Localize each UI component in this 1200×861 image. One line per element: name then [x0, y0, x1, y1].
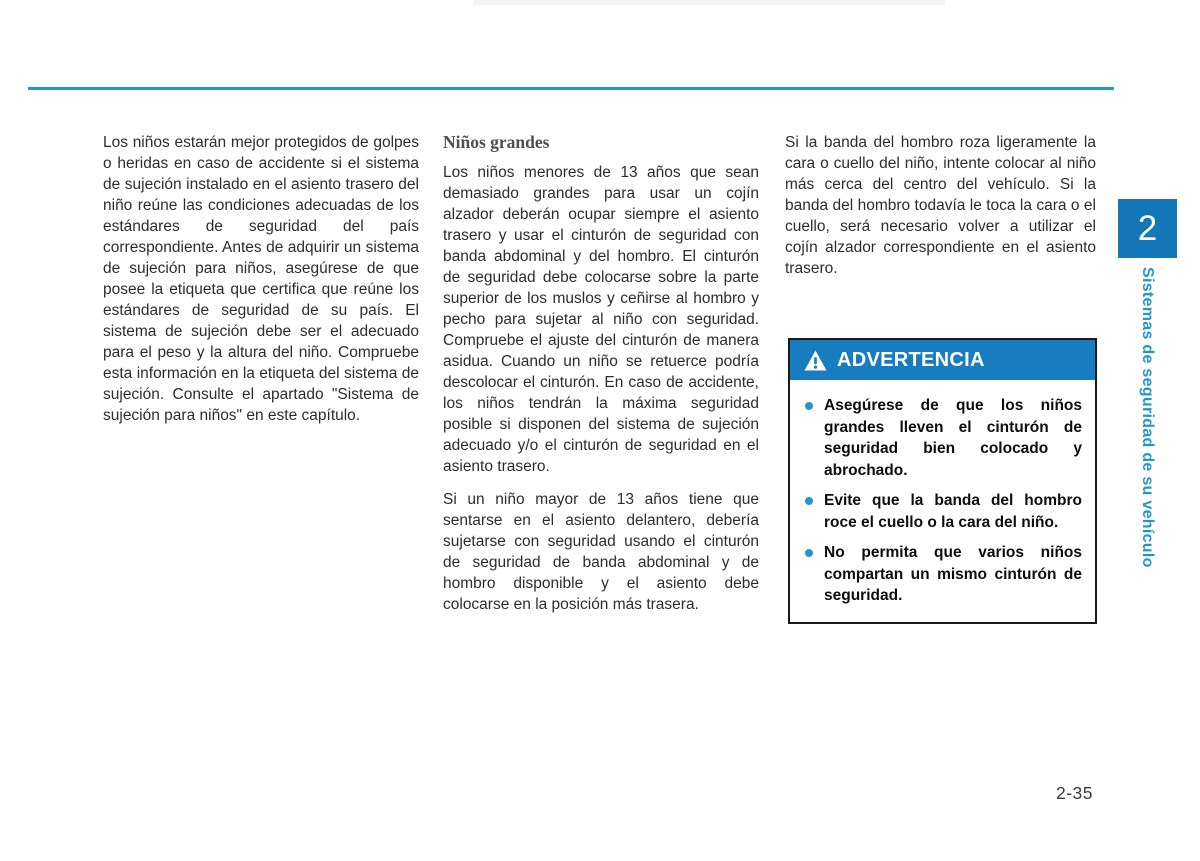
warning-item [803, 542, 1082, 607]
warning-header [790, 340, 1095, 380]
warning-item [803, 395, 1082, 481]
warning-item-text: No permita que varios niños compartan un mismo cinturón de seguridad. [824, 544, 1082, 604]
bullet-icon [805, 402, 813, 410]
body-paragraph: Los niños menores de 13 años que sean demasiado grandes para usar un cojín alzador deberán ocupar siempre el asiento trasero y usar el cinturón de seguridad con banda abdominal y del hombro. El cinturón de seguridad debe colocarse sobre la parte superior de los muslos y ceñirse al hombro y pecho para sujetar al niño con seguridad. Compruebe el ajuste del cinturón de manera asidua. Cuando un niño se retuerce podría descolocar el cinturón. En caso de accidente, los niños tendrán la máxima seguridad posible si disponen del sistema de sujeción adecuado y/o el cinturón de seguridad en el asiento trasero. [443, 164, 759, 475]
warning-item [803, 490, 1082, 533]
section-heading: Niños grandes [443, 132, 550, 152]
warning-title: ADVERTENCIA [837, 348, 985, 371]
column-right [785, 132, 1096, 291]
body-paragraph: Si un niño mayor de 13 años tiene que sentarse en el asiento delantero, debería sujetarse con seguridad usando el cinturón de seguridad de banda abdominal y de hombro disponible y el asiento debe colocarse en la posición más trasera. [443, 491, 759, 613]
header-rule [28, 87, 1114, 90]
column-middle [443, 132, 759, 627]
chapter-tab [1118, 199, 1177, 258]
bullet-icon [805, 549, 813, 557]
column-left [103, 132, 419, 438]
body-paragraph: Los niños estarán mejor protegidos de golpes o heridas en caso de accidente si el sistema de sujeción instalado en el asiento trasero del niño reúne las condiciones adecuadas de los estándares de seguridad del país correspondiente. Antes de adquirir un sistema de sujeción para niños, asegúrese de que posee la etiqueta que certifica que reúne los estándares de seguridad de su país. El sistema de sujeción debe ser el adecuado para el peso y la altura del niño. Compruebe esta información en la etiqueta del sistema de sujeción. Consulte el apartado "Sistema de sujeción para niños" en este capítulo. [103, 134, 419, 424]
chapter-title-vertical: Sistemas de seguridad de su vehículo [1139, 267, 1156, 568]
page-number: 2-35 [1056, 783, 1094, 803]
warning-box [788, 338, 1097, 624]
body-paragraph: Si la banda del hombro roza ligeramente la cara o cuello del niño, intente colocar al niño más cerca del centro del vehículo. Si la banda del hombro todavía le toca la cara o el cuello, será necesario volver a utilizar el cojín alzador correspondiente en el asiento trasero. [785, 134, 1096, 277]
top-edge-bar [473, 0, 945, 5]
warning-list [790, 380, 1095, 622]
chapter-number: 2 [1137, 208, 1158, 248]
warning-item-text: Evite que la banda del hombro roce el cuello o la cara del niño. [824, 492, 1082, 531]
bullet-icon [805, 497, 813, 505]
warning-item-text: Asegúrese de que los niños grandes lleven el cinturón de seguridad bien colocado y abrochado. [824, 397, 1082, 479]
warning-triangle-icon [804, 350, 827, 371]
